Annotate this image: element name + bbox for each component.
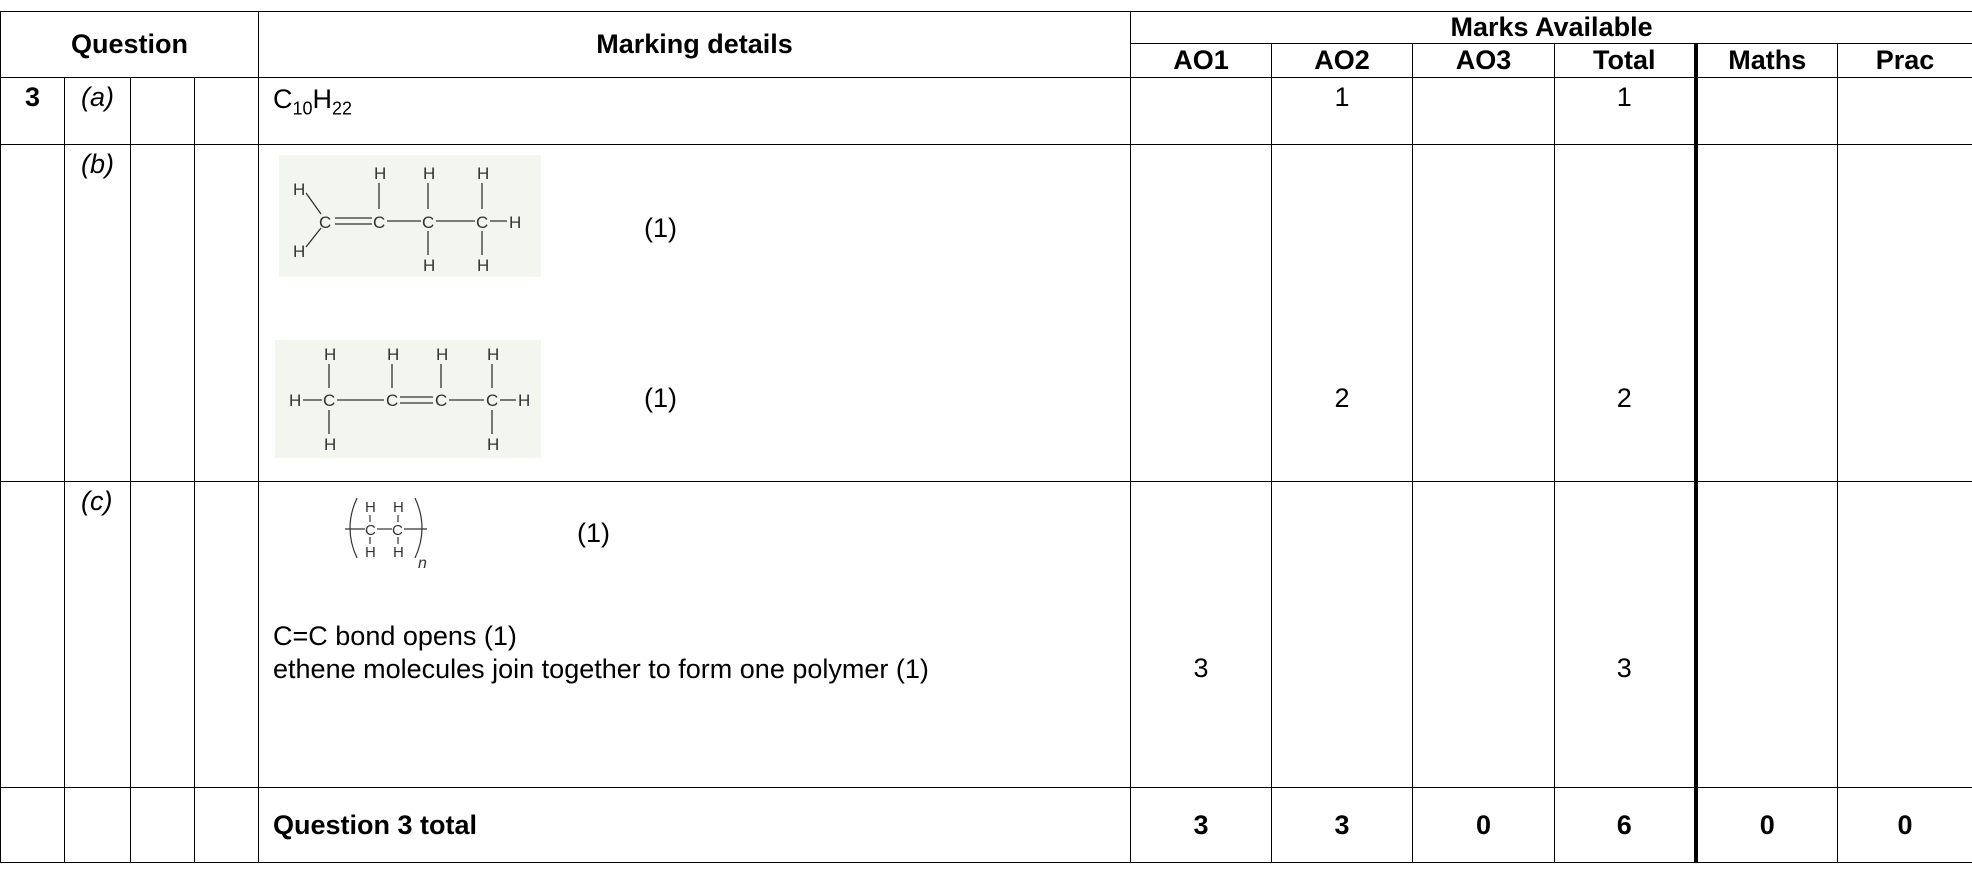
svg-text:H: H: [423, 164, 436, 183]
marks-available-header: Marks Available: [1131, 12, 1972, 44]
svg-text:H: H: [518, 391, 531, 410]
maths-total: 0: [1696, 788, 1838, 863]
marking-details-cell: [259, 482, 1131, 788]
total-header: Total: [1555, 44, 1696, 78]
marking-text: [273, 620, 929, 686]
ao2-cell: 1: [1272, 78, 1413, 145]
mark-scheme-table: [0, 11, 1972, 863]
svg-text:H: H: [393, 499, 404, 516]
svg-text:C: C: [323, 391, 336, 410]
svg-text:C: C: [365, 522, 376, 539]
ao1-cell: [1131, 145, 1272, 482]
prac-total: 0: [1838, 788, 1972, 863]
prac-header: Prac: [1838, 44, 1972, 78]
prac-cell: [1838, 145, 1972, 482]
total-cell: 2: [1555, 145, 1696, 482]
empty-cell: [131, 482, 195, 788]
svg-text:H: H: [477, 256, 490, 275]
ao3-header: AO3: [1413, 44, 1555, 78]
total-row: [1, 788, 1972, 863]
marking-details-header: Marking details: [259, 12, 1131, 78]
svg-text:H: H: [289, 391, 302, 410]
maths-cell: [1696, 78, 1838, 145]
svg-text:C: C: [392, 522, 403, 539]
maths-header: Maths: [1696, 44, 1838, 78]
empty-cell: [131, 145, 195, 482]
ao1-cell: [1131, 78, 1272, 145]
svg-text:H: H: [487, 435, 500, 454]
ao2-cell: 2: [1272, 145, 1413, 482]
grand-total: 6: [1555, 788, 1696, 863]
table-row: [1, 482, 1972, 788]
svg-text:C: C: [422, 213, 435, 232]
svg-text:C: C: [435, 391, 448, 410]
svg-text:H: H: [324, 435, 337, 454]
question-total-label: Question 3 total: [259, 788, 1131, 863]
prac-cell: [1838, 78, 1972, 145]
marking-details-cell: [259, 78, 1131, 145]
svg-text:C: C: [373, 213, 386, 232]
ao1-header: AO1: [1131, 44, 1272, 78]
svg-text:C: C: [386, 391, 399, 410]
svg-text:H: H: [436, 345, 449, 364]
marking-details-cell: [259, 145, 1131, 482]
but-2-ene-structure: [275, 340, 541, 458]
svg-text:H: H: [324, 345, 337, 364]
table-row: [1, 78, 1972, 145]
empty-cell: [195, 482, 259, 788]
marking-line: ethene molecules join together to form one polymer (1): [273, 654, 929, 684]
question-part: (c): [65, 482, 131, 788]
mark-indicator: (1): [644, 213, 678, 243]
svg-text:H: H: [509, 213, 522, 232]
marking-line: C=C bond opens (1): [273, 621, 517, 651]
ao3-cell: [1413, 482, 1555, 788]
formula-c10h22: $C_{10}H_{22}$: [273, 84, 353, 119]
ao2-total: 3: [1272, 788, 1413, 863]
total-cell: 3: [1555, 482, 1696, 788]
svg-text:H: H: [423, 256, 436, 275]
mark-indicator: (1): [644, 383, 678, 413]
polyethene-repeat-unit: [341, 492, 441, 572]
svg-text:H: H: [477, 164, 490, 183]
prac-cell: [1838, 482, 1972, 788]
empty-cell: [65, 788, 131, 863]
svg-text:H: H: [374, 164, 387, 183]
maths-cell: [1696, 482, 1838, 788]
empty-cell: [131, 78, 195, 145]
svg-text:H: H: [487, 345, 500, 364]
question-header: Question: [1, 12, 259, 78]
ao1-cell: 3: [1131, 482, 1272, 788]
svg-text:C: C: [476, 213, 489, 232]
ao2-cell: [1272, 482, 1413, 788]
but-1-ene-structure: [279, 155, 541, 277]
maths-cell: [1696, 145, 1838, 482]
ao3-cell: [1413, 78, 1555, 145]
total-cell: 1: [1555, 78, 1696, 145]
empty-cell: [1, 482, 65, 788]
empty-cell: [1, 788, 65, 863]
svg-text:C: C: [486, 391, 499, 410]
ao2-header: AO2: [1272, 44, 1413, 78]
svg-text:H: H: [393, 544, 404, 561]
empty-cell: [1, 145, 65, 482]
ao3-total: 0: [1413, 788, 1555, 863]
svg-text:H: H: [293, 180, 306, 199]
ao3-cell: [1413, 145, 1555, 482]
mark-indicator: (1): [577, 518, 611, 548]
empty-cell: [195, 145, 259, 482]
svg-text:H: H: [365, 544, 376, 561]
svg-text:n: n: [418, 555, 427, 572]
table-row: [1, 145, 1972, 482]
empty-cell: [195, 78, 259, 145]
question-part: (a): [65, 78, 131, 145]
svg-text:H: H: [365, 499, 376, 516]
svg-text:H: H: [387, 345, 400, 364]
svg-text:C: C: [319, 213, 332, 232]
ao1-total: 3: [1131, 788, 1272, 863]
question-number: 3: [1, 78, 65, 145]
question-part: (b): [65, 145, 131, 482]
svg-text:H: H: [293, 242, 306, 261]
empty-cell: [131, 788, 195, 863]
empty-cell: [195, 788, 259, 863]
